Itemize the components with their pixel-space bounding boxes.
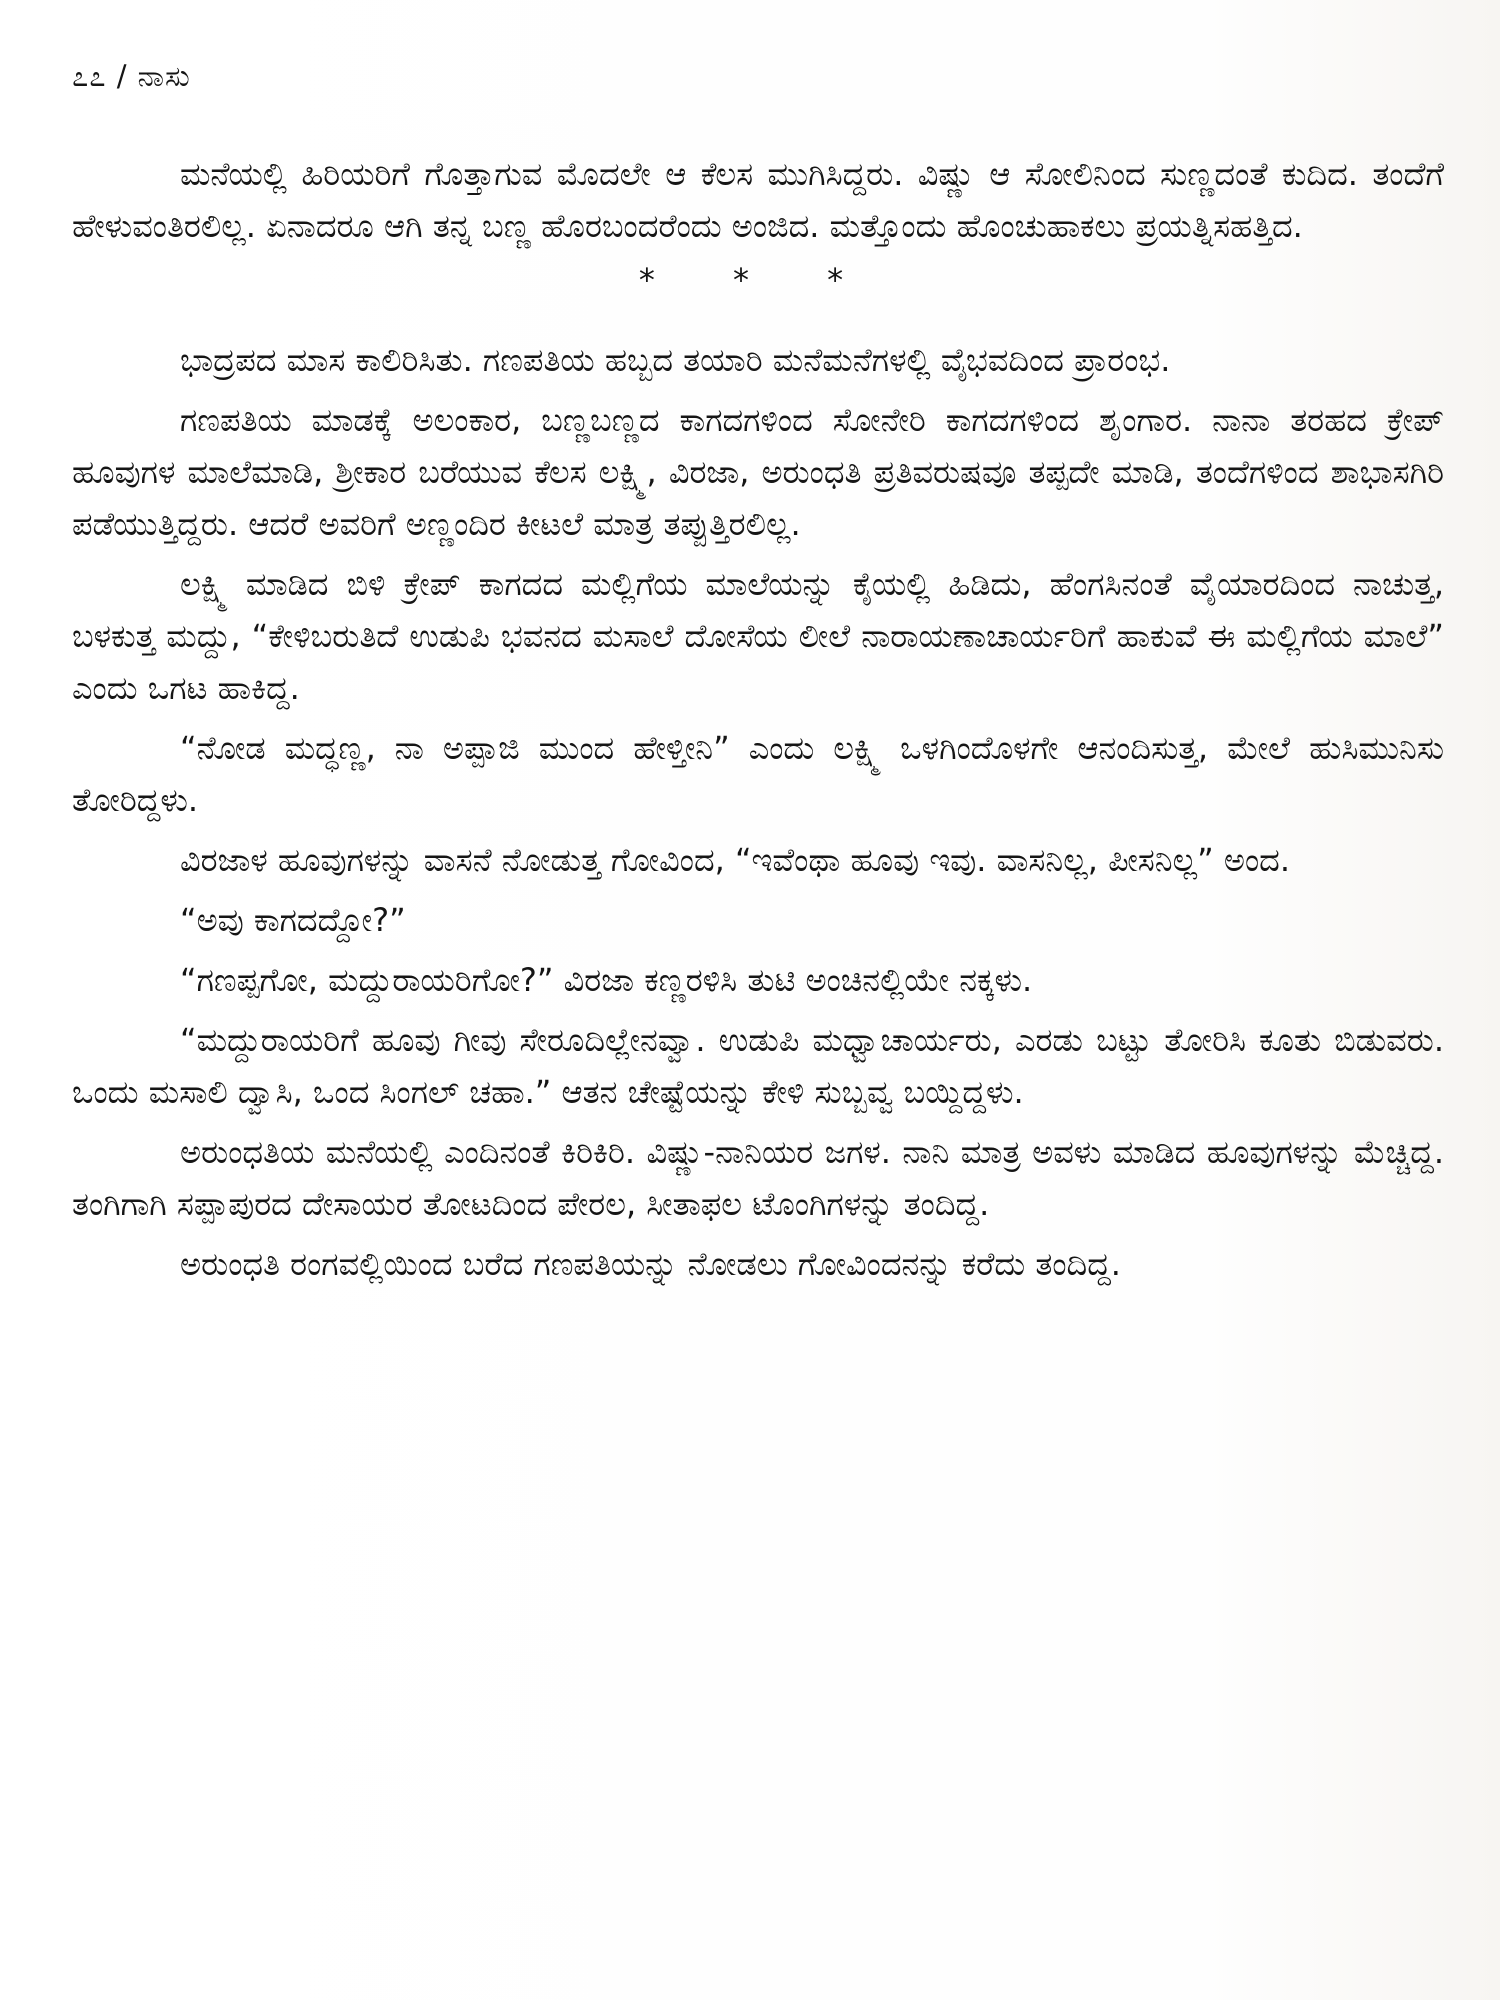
paragraph: ಗಣಪತಿಯ ಮಾಡಕ್ಕೆ ಅಲಂಕಾರ, ಬಣ್ಣಬಣ್ಣದ ಕಾಗದಗಳಿಂದ ಸೋನೇರಿ ಕಾಗದಗಳಿಂದ ಶೃಂಗಾರ. ನಾನಾ ತರಹದ ಕ್ರೇಪ್ ಹೂವುಗಳ ಮಾಲೆಮಾಡಿ, ಶ್ರೀಕಾರ ಬರೆಯುವ ಕೆಲಸ ಲಕ್ಷ್ಮಿ, ವಿರಜಾ, ಅರುಂಧತಿ ಪ್ರತಿವರುಷವೂ ತಪ್ಪದೇ ಮಾಡಿ, ತಂದೆಗಳಿಂದ ಶಾಭಾಸಗಿರಿ ಪಡೆಯುತ್ತಿದ್ದರು. ಆದರೆ ಅವರಿಗೆ ಅಣ್ಣಂದಿರ ಕೀಟಲೆ ಮಾತ್ರ ತಪ್ಪುತ್ತಿರಲಿಲ್ಲ. [72, 401, 1444, 543]
paragraph: “ಅವು ಕಾಗದದ್ದೋ?” [180, 901, 406, 939]
paragraph: “ಮದ್ದುರಾಯರಿಗೆ ಹೂವು ಗೀವು ಸೇರೂದಿಲ್ಲೇನವ್ವಾ. ಉಡುಪಿ ಮಧ್ವಾಚಾರ್ಯರು, ಎರಡು ಬಟ್ಟು ತೋರಿಸಿ ಕೂತು ಬಿಡುವರು. ಒಂದು ಮಸಾಲಿ ದ್ವಾಸಿ, ಒಂದ ಸಿಂಗಲ್ ಚಹಾ.” ಆತನ ಚೇಷ್ಟೆಯನ್ನು ಕೇಳಿ ಸುಬ್ಬವ್ವ ಬಯ್ದಿದ್ದಳು. [72, 1021, 1444, 1111]
paragraph: ಭಾದ್ರಪದ ಮಾಸ ಕಾಲಿರಿಸಿತು. ಗಣಪತಿಯ ಹಬ್ಬದ ತಯಾರಿ ಮನೆಮನೆಗಳಲ್ಲಿ ವೈಭವದಿಂದ ಪ್ರಾರಂಭ. [180, 341, 1171, 379]
paragraph: ಮನೆಯಲ್ಲಿ ಹಿರಿಯರಿಗೆ ಗೊತ್ತಾಗುವ ಮೊದಲೇ ಆ ಕೆಲಸ ಮುಗಿಸಿದ್ದರು. ವಿಷ್ಣು ಆ ಸೋಲಿನಿಂದ ಸುಣ್ಣದಂತೆ ಕುದಿದ. ತಂದೆಗೆ ಹೇಳುವಂತಿರಲಿಲ್ಲ. ಏನಾದರೂ ಆಗಿ ತನ್ನ ಬಣ್ಣ ಹೊರಬಂದರೆಂದು ಅಂಜಿದ. ಮತ್ತೊಂದು ಹೊಂಚುಹಾಕಲು ಪ್ರಯತ್ನಿಸಹತ್ತಿದ. [72, 155, 1444, 245]
paragraph: “ಗಣಪ್ಪಗೋ, ಮದ್ದುರಾಯರಿಗೋ?” ವಿರಜಾ ಕಣ್ಣರಳಿಸಿ ತುಟಿ ಅಂಚಿನಲ್ಲಿಯೇ ನಕ್ಕಳು. [180, 961, 1033, 999]
paragraph: ಅರುಂಧತಿ ರಂಗವಲ್ಲಿಯಿಂದ ಬರೆದ ಗಣಪತಿಯನ್ನು ನೋಡಲು ಗೋವಿಂದನನ್ನು ಕರೆದು ತಂದಿದ್ದ. [180, 1245, 1121, 1283]
paragraph: ವಿರಜಾಳ ಹೂವುಗಳನ್ನು ವಾಸನೆ ನೋಡುತ್ತ ಗೋವಿಂದ, “ಇವೆಂಥಾ ಹೂವು ಇವು. ವಾಸನಿಲ್ಲ, ಪೀಸನಿಲ್ಲ” ಅಂದ. [180, 841, 1290, 879]
section-divider: * * * [638, 261, 878, 299]
running-header: ೭೭ / ನಾಸು [72, 59, 191, 93]
paragraph: “ನೋಡ ಮದ್ಧಣ್ಣ, ನಾ ಅಪ್ಪಾಜಿ ಮುಂದ ಹೇಳ್ತೀನಿ” ಎಂದು ಲಕ್ಷ್ಮಿ ಒಳಗಿಂದೊಳಗೇ ಆನಂದಿಸುತ್ತ, ಮೇಲೆ ಹುಸಿಮುನಿಸು ತೋರಿದ್ದಳು. [72, 729, 1444, 819]
paragraph: ಅರುಂಧತಿಯ ಮನೆಯಲ್ಲಿ ಎಂದಿನಂತೆ ಕಿರಿಕಿರಿ. ವಿಷ್ಣು-ನಾನಿಯರ ಜಗಳ. ನಾನಿ ಮಾತ್ರ ಅವಳು ಮಾಡಿದ ಹೂವುಗಳನ್ನು ಮೆಚ್ಚಿದ್ದ. ತಂಗಿಗಾಗಿ ಸಪ್ಪಾಪುರದ ದೇಸಾಯರ ತೋಟದಿಂದ ಪೇರಲ, ಸೀತಾಫಲ ಟೊಂಗಿಗಳನ್ನು ತಂದಿದ್ದ. [72, 1133, 1444, 1223]
paragraph: ಲಕ್ಷ್ಮಿ ಮಾಡಿದ ಬಿಳಿ ಕ್ರೇಪ್ ಕಾಗದದ ಮಲ್ಲಿಗೆಯ ಮಾಲೆಯನ್ನು ಕೈಯಲ್ಲಿ ಹಿಡಿದು, ಹೆಂಗಸಿನಂತೆ ವೈಯಾರದಿಂದ ನಾಚುತ್ತ, ಬಳಕುತ್ತ ಮದ್ದು, “ಕೇಳಿಬರುತಿದೆ ಉಡುಪಿ ಭವನದ ಮಸಾಲೆ ದೋಸೆಯ ಲೀಲೆ ನಾರಾಯಣಾಚಾರ್ಯರಿಗೆ ಹಾಕುವೆ ಈ ಮಲ್ಲಿಗೆಯ ಮಾಲೆ” ಎಂದು ಒಗಟ ಹಾಕಿದ್ದ. [72, 565, 1444, 707]
